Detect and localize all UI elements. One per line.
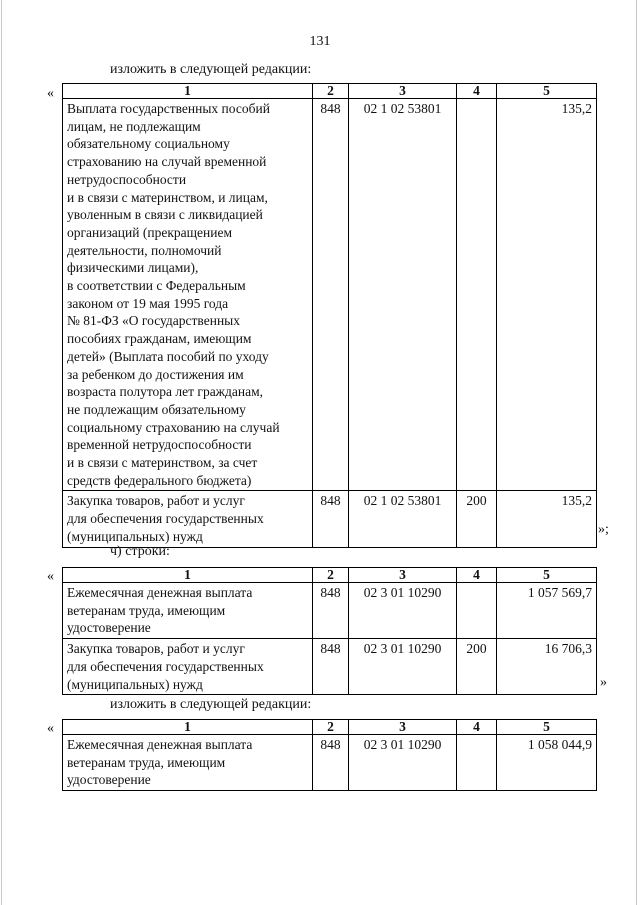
budget-table-2 [62,567,597,695]
description-line: организаций (прекращением [67,224,232,240]
description-line: Закупка товаров, работ и услуг [67,493,245,509]
header-col-4: 4 [457,84,497,99]
description-line: законом от 19 мая 1995 года [67,295,229,311]
quote-close-2: » [600,675,607,690]
table-3-body [63,720,597,791]
description-line: физическими лицами), [67,260,199,276]
cell-code-2: 848 [313,491,349,547]
description-line: Ежемесячная денежная выплата [67,585,253,600]
header-col-1: 1 [63,568,313,583]
description-line: социальному страхованию на случай [67,419,280,435]
row-description [63,491,313,547]
description-line: уволенным в связи с ликвидацией [67,207,263,223]
description-line: ветеранам труда, имеющим [67,602,226,618]
cell-code-4: 200 [457,491,497,547]
description-line: (муниципальных) нужд [67,528,203,544]
cell-code-2: 848 [313,735,349,791]
header-col-2: 2 [313,84,349,99]
table-row [63,735,597,791]
description-line: в соответствии с Федеральным [67,278,246,294]
table-header-row [63,568,597,583]
page-number: 131 [309,34,331,49]
cell-code-4: 200 [457,639,497,695]
cell-code-3: 02 3 01 10290 [349,735,457,791]
cell-amount: 135,2 [497,491,597,547]
header-col-1: 1 [63,720,313,735]
table-row [63,491,597,547]
budget-table-3 [62,719,597,791]
cell-code-4 [457,99,497,491]
description-line: удостоверение [67,772,151,788]
description-line: обязательному социальному [67,136,230,152]
intro-paragraph-1: изложить в следующей редакции: [110,62,312,77]
description-line: № 81-ФЗ «О государственных [67,313,240,329]
description-line: ветеранам труда, имеющим [67,754,226,770]
description-line: для обеспечения государственных [67,658,264,674]
description-line: не подлежащим обязательному [67,401,246,417]
intro-paragraph-2: ч) строки: [110,544,170,559]
header-col-2: 2 [313,568,349,583]
table-header-row [63,84,597,99]
header-col-3: 3 [349,720,457,735]
header-col-5: 5 [497,568,597,583]
cell-code-4 [457,735,497,791]
scan-edge-left [1,0,2,905]
row-description [63,583,313,639]
table-row [63,639,597,695]
table-row [63,99,597,491]
cell-code-2: 848 [313,583,349,639]
intro-paragraph-3: изложить в следующей редакции: [110,697,312,712]
scan-edge-right [636,0,637,905]
cell-amount: 1 057 569,7 [497,583,597,639]
header-col-4: 4 [457,720,497,735]
description-line: возраста полутора лет гражданам, [67,384,264,400]
table-header-row [63,720,597,735]
cell-amount: 16 706,3 [497,639,597,695]
row-description [63,639,313,695]
quote-open-2: « [47,569,54,584]
description-line: детей» (Выплата пособий по уходу [67,348,269,364]
cell-code-2: 848 [313,639,349,695]
header-col-5: 5 [497,720,597,735]
header-col-4: 4 [457,568,497,583]
quote-open-1: « [47,86,54,101]
description-line: за ребенком до достижения им [67,366,244,382]
description-line: и в связи с материнством, и лицам, [67,189,268,205]
header-col-2: 2 [313,720,349,735]
header-col-5: 5 [497,84,597,99]
cell-code-2: 848 [313,99,349,491]
description-line: средств федерального бюджета) [67,472,252,488]
cell-code-3: 02 3 01 10290 [349,639,457,695]
description-line: страхованию на случай временной [67,154,267,170]
table-2-body [63,568,597,695]
budget-table-1 [62,83,597,548]
cell-amount: 135,2 [497,99,597,491]
description-line: для обеспечения государственных [67,511,264,527]
cell-amount: 1 058 044,9 [497,735,597,791]
description-line: удостоверение [67,620,151,636]
cell-code-3: 02 1 02 53801 [349,99,457,491]
description-line: деятельности, полномочий [67,242,222,258]
header-col-1: 1 [63,84,313,99]
header-col-3: 3 [349,84,457,99]
row-description [63,735,313,791]
description-line: Выплата государственных пособий [67,101,270,116]
description-line: и в связи с материнством, за счет [67,455,258,471]
description-line: пособиях гражданам, имеющим [67,331,252,347]
description-line: временной нетрудоспособности [67,437,252,453]
table-1-body [63,84,597,548]
cell-code-4 [457,583,497,639]
description-line: (муниципальных) нужд [67,676,203,692]
description-line: лицам, не подлежащим [67,118,201,134]
row-description [63,99,313,491]
description-line: нетрудоспособности [67,171,187,187]
table-row [63,583,597,639]
quote-open-3: « [47,721,54,736]
quote-close-1: »; [598,522,609,537]
description-line: Ежемесячная денежная выплата [67,737,253,752]
cell-code-3: 02 3 01 10290 [349,583,457,639]
cell-code-3: 02 1 02 53801 [349,491,457,547]
header-col-3: 3 [349,568,457,583]
description-line: Закупка товаров, работ и услуг [67,641,245,657]
